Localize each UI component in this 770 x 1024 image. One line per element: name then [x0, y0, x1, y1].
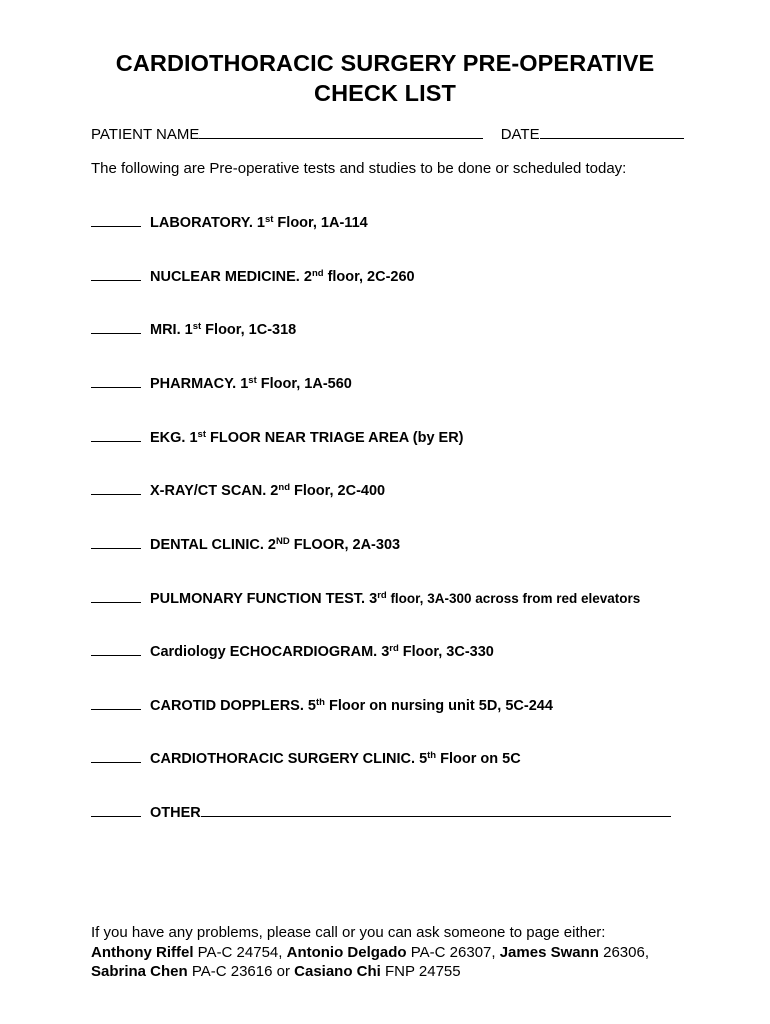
document-title: [0, 48, 770, 108]
title-line-1: CARDIOTHORACIC SURGERY PRE-OPERATIVE: [115, 50, 655, 76]
date-field[interactable]: [540, 124, 684, 139]
footer-intro: If you have any problems, please call or you can ask someone to page either:: [91, 924, 606, 941]
checklist-item-ekg: EKG. 1st FLOOR NEAR TRIAGE AREA (by ER): [91, 428, 464, 448]
contact-footer: [91, 923, 649, 982]
other-field[interactable]: [201, 803, 671, 817]
check-blank[interactable]: [91, 374, 141, 388]
check-blank[interactable]: [91, 481, 141, 495]
checklist-item-mri: MRI. 1st Floor, 1C-318: [91, 320, 296, 340]
checklist-item-laboratory: LABORATORY. 1st Floor, 1A-114: [91, 213, 368, 233]
checklist-item-cts-clinic: CARDIOTHORACIC SURGERY CLINIC. 5th Floor on 5C: [91, 749, 521, 769]
intro-text: The following are Pre-operative tests and studies to be done or scheduled today:: [91, 160, 627, 177]
check-blank[interactable]: [91, 803, 141, 817]
check-blank[interactable]: [91, 749, 141, 763]
checklist-item-nuclear-medicine: NUCLEAR MEDICINE. 2nd floor, 2C-260: [91, 267, 415, 287]
footer-contacts-line-1: Anthony Riffel PA-C 24754, Antonio Delgado PA-C 26307, James Swann 26306,: [91, 943, 649, 961]
check-blank[interactable]: [91, 642, 141, 656]
check-blank[interactable]: [91, 320, 141, 334]
patient-name-label: PATIENT NAME: [91, 126, 200, 143]
checklist-item-echocardiogram: Cardiology ECHOCARDIOGRAM. 3rd Floor, 3C-330: [91, 642, 494, 662]
checklist-item-pulmonary-function: PULMONARY FUNCTION TEST. 3rd floor, 3A-300 across from red elevators: [91, 589, 640, 609]
check-blank[interactable]: [91, 267, 141, 281]
checklist-item-other: OTHER: [91, 803, 671, 823]
check-blank[interactable]: [91, 696, 141, 710]
patient-name-field[interactable]: [199, 124, 483, 139]
checklist-item-carotid-dopplers: CAROTID DOPPLERS. 5th Floor on nursing unit 5D, 5C-244: [91, 696, 553, 716]
check-blank[interactable]: [91, 589, 141, 603]
checklist-item-dental-clinic: DENTAL CLINIC. 2ND FLOOR, 2A-303: [91, 535, 400, 555]
check-blank[interactable]: [91, 213, 141, 227]
footer-contacts-line-2: Sabrina Chen PA-C 23616 or Casiano Chi FNP 24755: [91, 963, 461, 980]
check-blank[interactable]: [91, 428, 141, 442]
title-line-2: CHECK LIST: [314, 80, 456, 106]
date-label: DATE: [500, 126, 540, 143]
check-blank[interactable]: [91, 535, 141, 549]
patient-info-row: [91, 124, 684, 143]
checklist-item-pharmacy: PHARMACY. 1st Floor, 1A-560: [91, 374, 352, 394]
checklist-item-xray-ct: X-RAY/CT SCAN. 2nd Floor, 2C-400: [91, 481, 385, 501]
